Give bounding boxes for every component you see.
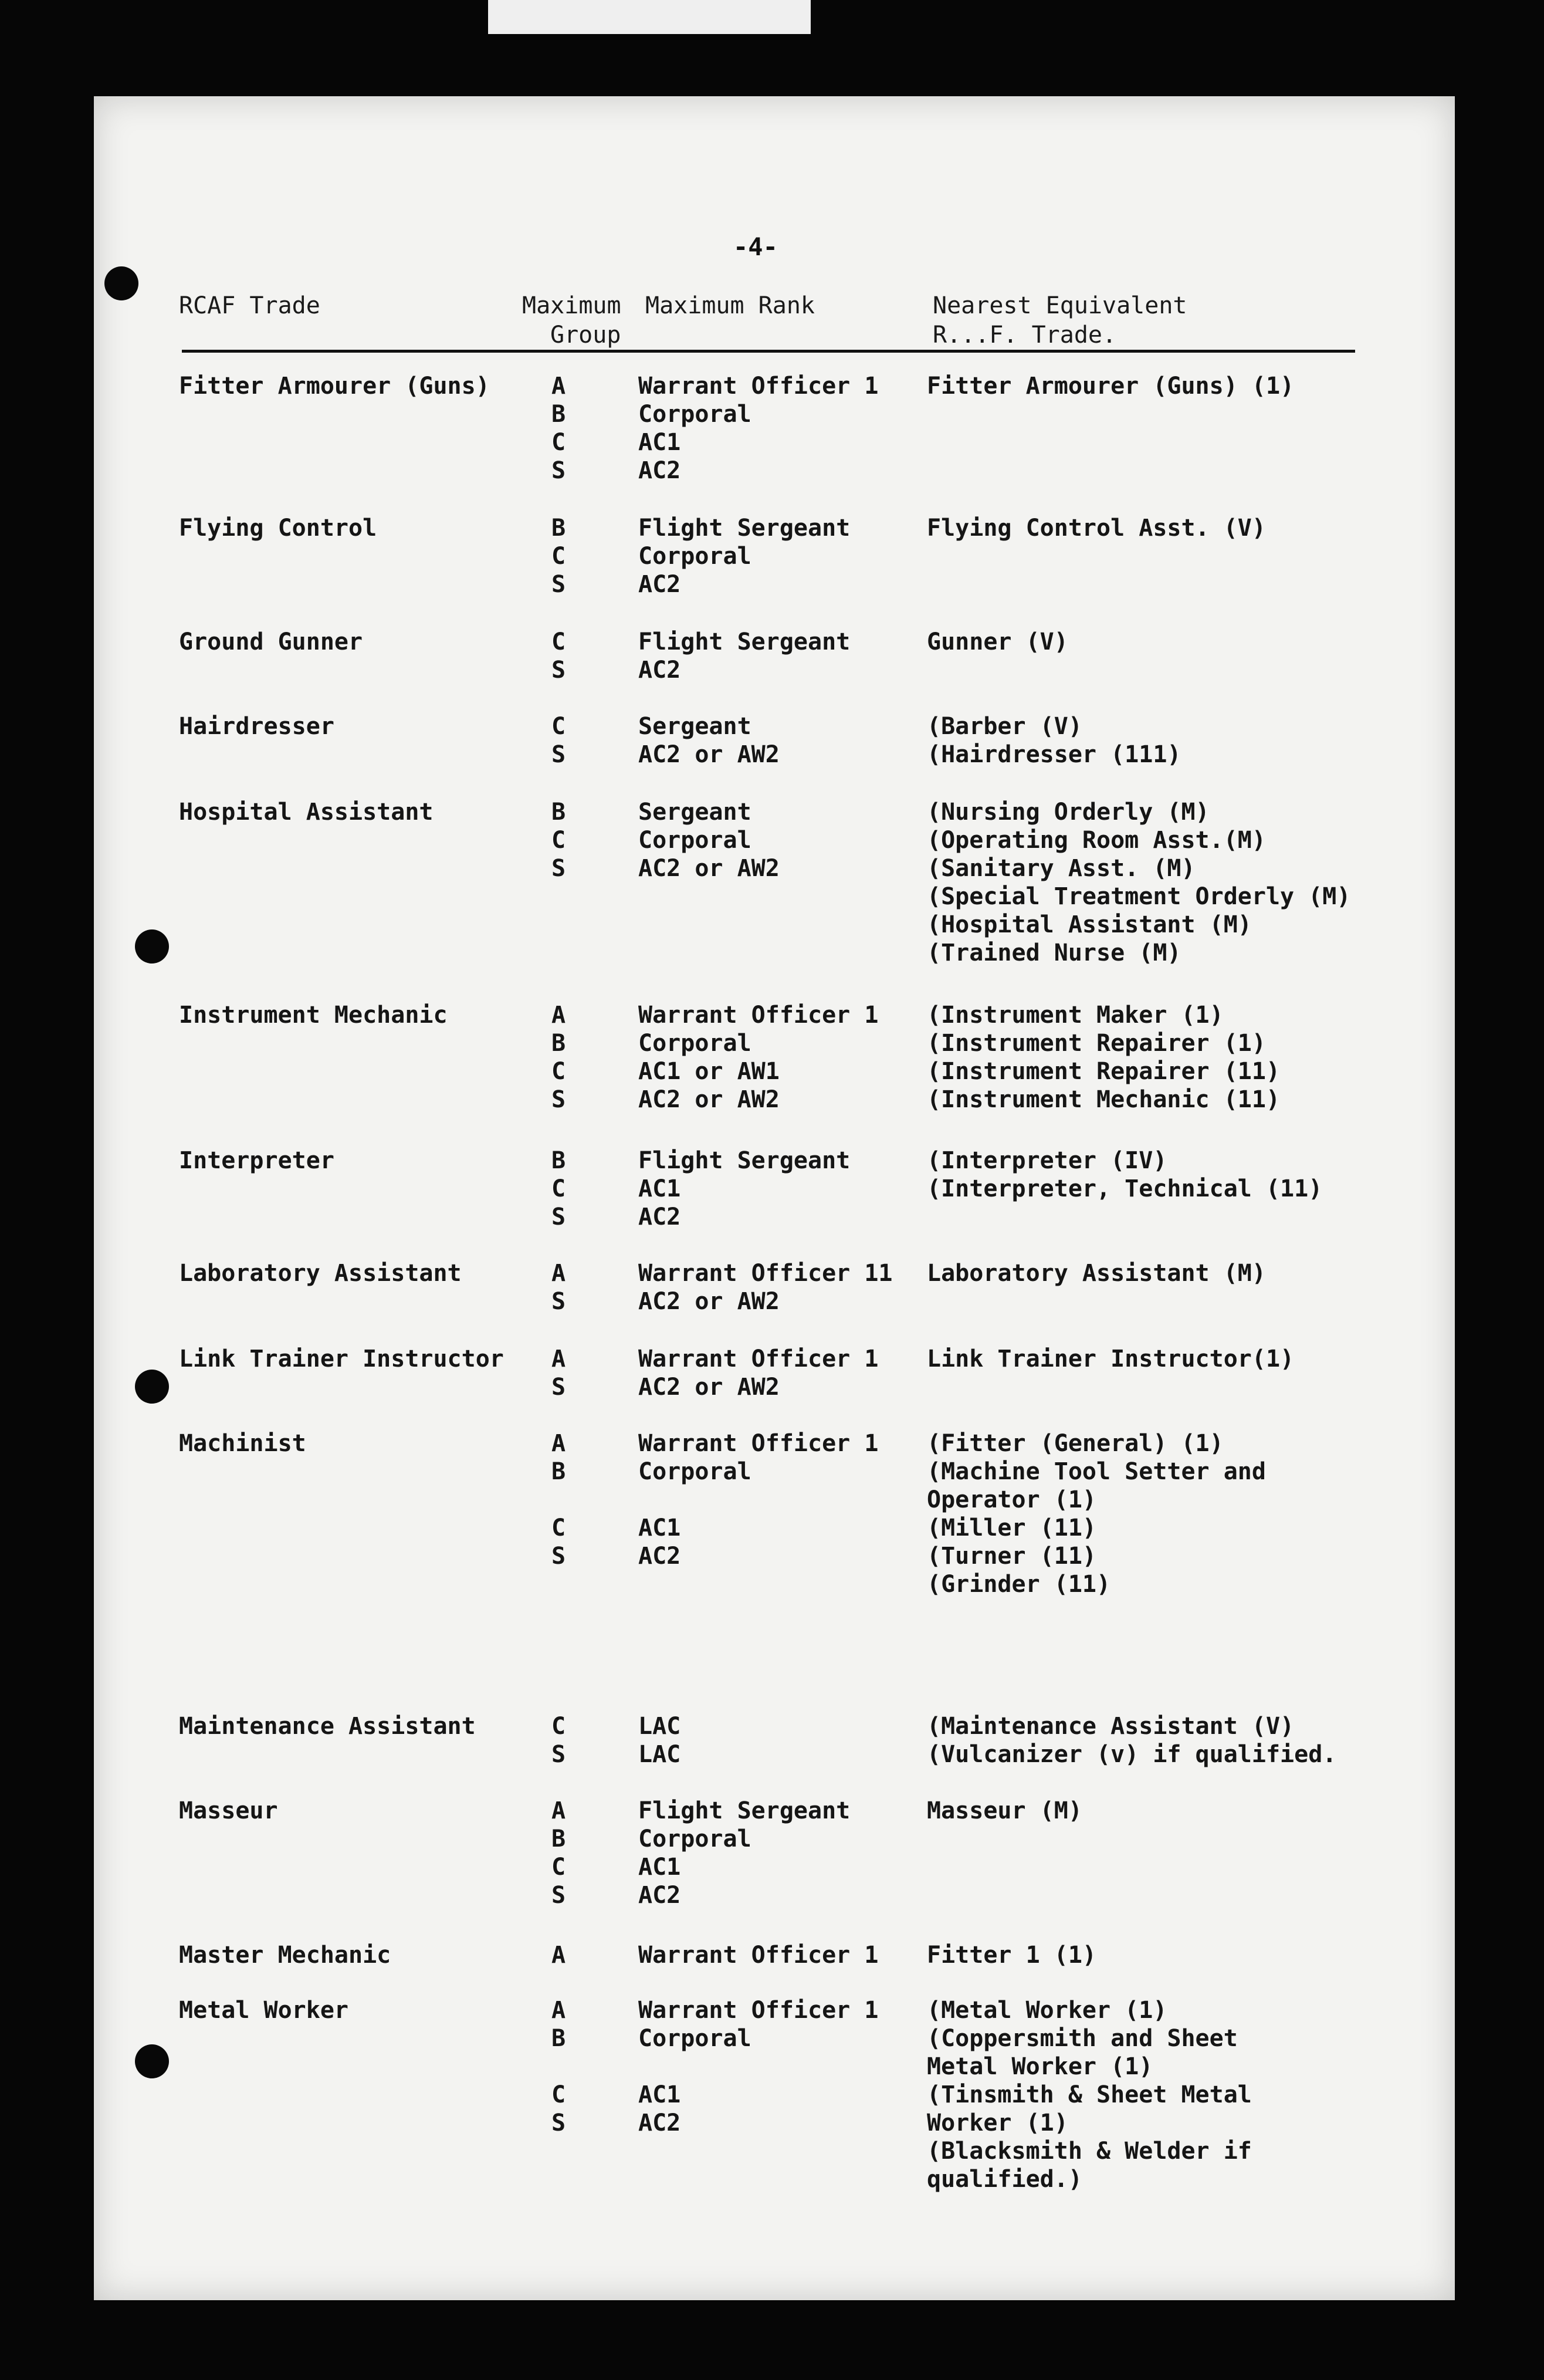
raf-equivalent: qualified.): [927, 2166, 1082, 2193]
trade-name: Laboratory Assistant: [179, 1260, 462, 1287]
max-rank-list: [638, 798, 780, 883]
max-group: S: [551, 2109, 566, 2136]
max-group: A: [551, 1345, 566, 1372]
max-group: A: [551, 1260, 566, 1287]
raf-equivalent: (Instrument Repairer (11): [927, 1058, 1281, 1085]
max-group-list: [551, 1996, 587, 2137]
max-rank: Warrant Officer 1: [638, 1997, 879, 2024]
max-group-list: [551, 372, 587, 485]
max-rank: AC2: [638, 457, 681, 484]
raf-equivalent: (Special Treatment Orderly (M): [927, 883, 1351, 910]
trade-name: Hospital Assistant: [179, 799, 434, 826]
column-header-trade: RCAF Trade: [179, 292, 320, 319]
raf-equivalent: Gunner (V): [927, 628, 1068, 655]
raf-equivalent: (Nursing Orderly (M): [927, 799, 1210, 826]
max-group: C: [551, 827, 566, 854]
raf-equivalent: (Sanitary Asst. (M): [927, 855, 1196, 882]
max-group: B: [551, 1458, 566, 1485]
max-rank: Corporal: [638, 2025, 751, 2052]
raf-equivalent: Fitter 1 (1): [927, 1942, 1096, 1969]
max-group: A: [551, 373, 566, 400]
raf-equivalent: Fitter Armourer (Guns) (1): [927, 373, 1295, 400]
max-group-list: [551, 628, 587, 684]
raf-equivalent-list: [927, 712, 1181, 769]
column-header-group: [522, 291, 621, 350]
max-rank: Sergeant: [638, 799, 751, 826]
max-rank: Warrant Officer 1: [638, 1002, 879, 1029]
max-group: B: [551, 515, 566, 542]
max-group-list: [551, 798, 587, 883]
max-group: C: [551, 1514, 566, 1541]
max-rank-list: [638, 1259, 892, 1316]
trade-name: Masseur: [179, 1797, 278, 1824]
raf-equivalent: (Grinder (11): [927, 1571, 1111, 1598]
raf-equivalent-list: [927, 372, 1294, 400]
max-rank: AC2 or AW2: [638, 855, 780, 882]
trade-name: Master Mechanic: [179, 1942, 391, 1969]
max-rank: AC2: [638, 571, 681, 598]
raf-equivalent: (Machine Tool Setter and: [927, 1458, 1266, 1485]
trade-name: Ground Gunner: [179, 628, 363, 655]
max-rank: Flight Sergeant: [638, 1147, 851, 1174]
max-rank-list: [638, 1797, 850, 1909]
max-rank-list: [638, 712, 780, 769]
column-header-equivalent: [933, 291, 1187, 350]
max-rank: AC2 or AW2: [638, 741, 780, 768]
max-group: B: [551, 401, 566, 428]
max-rank-list: [638, 514, 850, 599]
max-group: C: [551, 429, 566, 456]
max-rank-list: [638, 1996, 878, 2137]
document-page: [94, 96, 1455, 2300]
max-rank: AC2 or AW2: [638, 1288, 780, 1315]
column-header-equivalent-line1: Nearest Equivalent: [933, 292, 1187, 319]
raf-equivalent-list: [927, 1001, 1280, 1114]
max-rank-list: [638, 1001, 878, 1114]
page-number: -4-: [733, 232, 778, 261]
raf-equivalent: Laboratory Assistant (M): [927, 1260, 1266, 1287]
max-group: [551, 2053, 587, 2081]
raf-equivalent: (Vulcanizer (v) if qualified.: [927, 1741, 1337, 1768]
max-group: B: [551, 1030, 566, 1057]
raf-equivalent: Masseur (M): [927, 1797, 1082, 1824]
max-group-list: [551, 514, 587, 599]
max-rank: AC1: [638, 1854, 681, 1881]
max-group: C: [551, 1854, 566, 1881]
max-group: A: [551, 1430, 566, 1457]
max-group: C: [551, 1175, 566, 1202]
raf-equivalent-list: [927, 1345, 1294, 1373]
trade-name: Instrument Mechanic: [179, 1002, 448, 1029]
max-rank: AC2 or AW2: [638, 1374, 780, 1401]
max-rank: Warrant Officer 1: [638, 373, 879, 400]
max-group: S: [551, 571, 566, 598]
max-group-list: [551, 1147, 587, 1231]
max-group: C: [551, 628, 566, 655]
raf-equivalent: (Interpreter (IV): [927, 1147, 1167, 1174]
trade-name: Hairdresser: [179, 713, 334, 740]
max-group: S: [551, 657, 566, 684]
max-group: A: [551, 1997, 566, 2024]
trade-name: Flying Control: [179, 515, 377, 542]
raf-equivalent: (Fitter (General) (1): [927, 1430, 1224, 1457]
max-rank: AC1: [638, 2081, 681, 2108]
raf-equivalent: (Metal Worker (1): [927, 1997, 1167, 2024]
max-rank-list: [638, 1147, 850, 1231]
max-group: C: [551, 543, 566, 570]
max-rank: Corporal: [638, 1030, 751, 1057]
raf-equivalent-list: [927, 1429, 1266, 1598]
max-rank: Flight Sergeant: [638, 515, 851, 542]
max-rank: AC1: [638, 1175, 681, 1202]
raf-equivalent: (Operating Room Asst.(M): [927, 827, 1266, 854]
max-group: S: [551, 855, 566, 882]
raf-equivalent: (Tinsmith & Sheet Metal: [927, 2081, 1252, 2108]
raf-equivalent: Link Trainer Instructor(1): [927, 1345, 1295, 1372]
max-rank: AC1: [638, 1514, 681, 1541]
raf-equivalent: (Coppersmith and Sheet: [927, 2025, 1238, 2052]
max-group: A: [551, 1002, 566, 1029]
max-rank: Corporal: [638, 1458, 751, 1485]
max-rank: Warrant Officer 11: [638, 1260, 893, 1287]
raf-equivalent-list: [927, 1941, 1096, 1969]
raf-equivalent: (Instrument Mechanic (11): [927, 1086, 1281, 1113]
max-group: C: [551, 1713, 566, 1740]
max-group-list: [551, 1259, 587, 1316]
max-rank: Corporal: [638, 401, 751, 428]
max-group: C: [551, 1058, 566, 1085]
max-group: A: [551, 1942, 566, 1969]
max-group-list: [551, 1712, 587, 1769]
raf-equivalent: (Turner (11): [927, 1543, 1096, 1570]
max-rank: LAC: [638, 1713, 681, 1740]
raf-equivalent: (Instrument Maker (1): [927, 1002, 1224, 1029]
raf-equivalent-list: [927, 1797, 1082, 1825]
raf-equivalent: (Barber (V): [927, 713, 1082, 740]
max-rank: AC2: [638, 657, 681, 684]
raf-equivalent: (Trained Nurse (M): [927, 939, 1181, 966]
column-header-group-line2: Group: [550, 322, 621, 349]
top-tab-label: [488, 0, 811, 34]
max-group-list: [551, 1345, 587, 1401]
trade-name: Maintenance Assistant: [179, 1713, 476, 1740]
trade-table: [94, 96, 1455, 2300]
max-rank-list: [638, 628, 850, 684]
max-group-list: [551, 712, 587, 769]
raf-equivalent: (Blacksmith & Welder if: [927, 2138, 1252, 2165]
max-rank-list: [638, 1941, 878, 1969]
max-group-list: [551, 1941, 587, 1969]
max-rank: AC2: [638, 1882, 681, 1909]
max-group-list: [551, 1797, 587, 1909]
raf-equivalent-list: [927, 628, 1068, 656]
max-rank: Warrant Officer 1: [638, 1942, 879, 1969]
raf-equivalent-list: [927, 798, 1350, 967]
max-rank: [638, 1486, 878, 1514]
trade-name: Machinist: [179, 1430, 306, 1457]
max-group: [551, 1486, 587, 1514]
raf-equivalent-list: [927, 514, 1266, 542]
max-group: S: [551, 1203, 566, 1230]
max-rank: AC1: [638, 429, 681, 456]
max-rank: Corporal: [638, 1825, 751, 1852]
header-rule: [182, 350, 1355, 353]
raf-equivalent: (Hospital Assistant (M): [927, 911, 1252, 938]
raf-equivalent: Worker (1): [927, 2109, 1068, 2136]
raf-equivalent-list: [927, 1147, 1322, 1203]
max-rank: Warrant Officer 1: [638, 1345, 879, 1372]
max-group: S: [551, 457, 566, 484]
raf-equivalent: Operator (1): [927, 1486, 1096, 1513]
raf-equivalent-list: [927, 1712, 1336, 1769]
raf-equivalent: (Interpreter, Technical (11): [927, 1175, 1323, 1202]
raf-equivalent: (Maintenance Assistant (V): [927, 1713, 1295, 1740]
max-rank-list: [638, 1712, 680, 1769]
max-rank: LAC: [638, 1741, 681, 1768]
max-rank-list: [638, 1429, 878, 1570]
raf-equivalent: Metal Worker (1): [927, 2053, 1153, 2080]
raf-equivalent: (Instrument Repairer (1): [927, 1030, 1266, 1057]
max-rank: Sergeant: [638, 713, 751, 740]
max-group: B: [551, 2025, 566, 2052]
max-group: B: [551, 1825, 566, 1852]
trade-name: Link Trainer Instructor: [179, 1345, 504, 1372]
column-header-equivalent-line2: R...F. Trade.: [933, 322, 1117, 349]
raf-equivalent-list: [927, 1259, 1266, 1287]
max-rank: [638, 2053, 878, 2081]
max-rank-list: [638, 372, 878, 485]
max-group: S: [551, 741, 566, 768]
max-rank: Corporal: [638, 543, 751, 570]
raf-equivalent: Flying Control Asst. (V): [927, 515, 1266, 542]
max-group: B: [551, 799, 566, 826]
max-group: S: [551, 1543, 566, 1570]
max-group: S: [551, 1086, 566, 1113]
max-rank: Corporal: [638, 827, 751, 854]
trade-name: Fitter Armourer (Guns): [179, 373, 490, 400]
column-header-rank: Maximum Rank: [645, 292, 815, 319]
max-rank: AC2: [638, 2109, 681, 2136]
max-group: S: [551, 1288, 566, 1315]
max-group: S: [551, 1882, 566, 1909]
max-rank: AC2: [638, 1543, 681, 1570]
max-group: C: [551, 713, 566, 740]
max-group: C: [551, 2081, 566, 2108]
raf-equivalent: (Hairdresser (111): [927, 741, 1181, 768]
trade-name: Interpreter: [179, 1147, 334, 1174]
max-group: A: [551, 1797, 566, 1824]
max-group: S: [551, 1374, 566, 1401]
max-rank: Flight Sergeant: [638, 628, 851, 655]
max-group-list: [551, 1001, 587, 1114]
max-rank: AC1 or AW1: [638, 1058, 780, 1085]
max-group: S: [551, 1741, 566, 1768]
max-rank: Flight Sergeant: [638, 1797, 851, 1824]
column-header-group-line1: Maximum: [522, 292, 621, 319]
raf-equivalent-list: [927, 1996, 1252, 2193]
max-rank: AC2 or AW2: [638, 1086, 780, 1113]
trade-name: Metal Worker: [179, 1997, 348, 2024]
raf-equivalent: (Miller (11): [927, 1514, 1096, 1541]
max-rank: Warrant Officer 1: [638, 1430, 879, 1457]
max-rank-list: [638, 1345, 878, 1401]
max-group: B: [551, 1147, 566, 1174]
max-rank: AC2: [638, 1203, 681, 1230]
max-group-list: [551, 1429, 587, 1570]
